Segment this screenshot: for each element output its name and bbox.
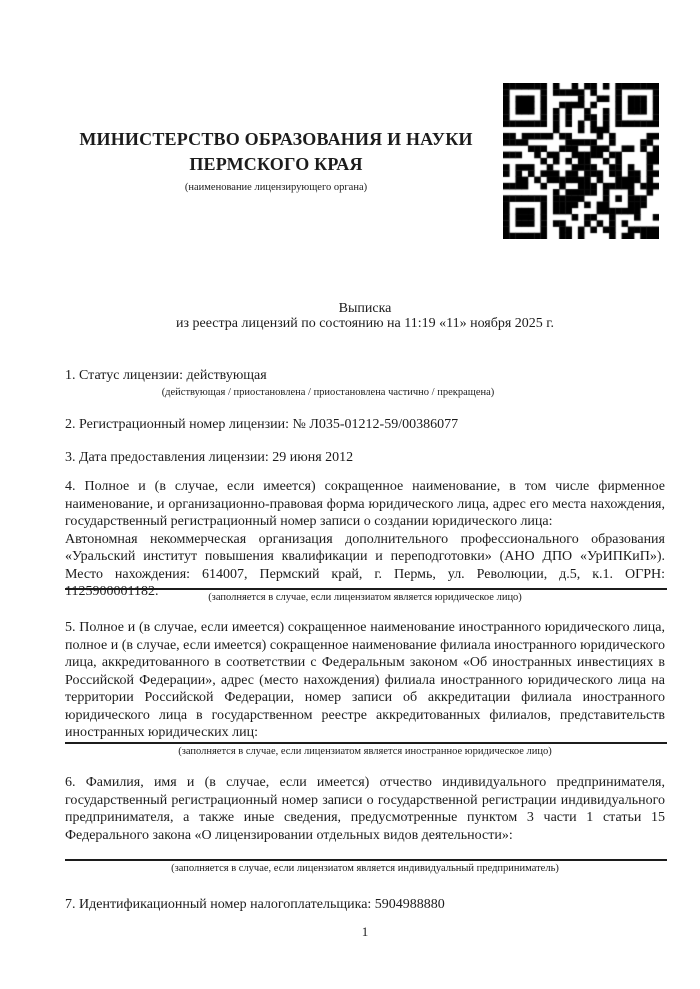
authority-caption: (наименование лицензирующего органа) xyxy=(184,182,368,193)
field-license-status-note: (действующая / приостановлена / приостановлена частично / прекращена) xyxy=(161,387,495,398)
field-individual-entrepreneur-label: 6. Фамилия, имя и (в случае, если имеется) отчество индивидуального предпринимателя, государственный регистрационный номер записи о государственной регистрации индивидуального предпринимателя, а также иные сведения, предусмотренные пунктом 3 части 1 статьи 15 Федерального закона «О лицензировании отдельных видов деятельности»: xyxy=(65,775,665,843)
qr-code-icon xyxy=(503,83,659,239)
authority-name xyxy=(65,127,487,177)
field-individual-entrepreneur xyxy=(65,774,665,844)
field-foreign-entity xyxy=(65,619,665,742)
field-legal-entity-note: (заполняется в случае, если лицензиатом является юридическое лицо) xyxy=(208,592,522,603)
document-title xyxy=(65,301,665,331)
document-title-line1: Выписка xyxy=(338,301,392,316)
field-license-status: 1. Статус лицензии: действующая xyxy=(65,368,267,383)
fill-in-line-legal-entity xyxy=(65,588,667,590)
field-license-grant-date: 3. Дата предоставления лицензии: 29 июня 2012 xyxy=(65,450,354,465)
fill-in-line-foreign-entity xyxy=(65,742,667,744)
field-registration-number: 2. Регистрационный номер лицензии: № Л035-01212-59/00386077 xyxy=(65,417,459,432)
document-title-line2: из реестра лицензий по состоянию на 11:19 «11» ноября 2025 г. xyxy=(176,316,554,331)
field-legal-entity-value: Автономная некоммерческая организация дополнительного профессионального образования «Уральский институт повышения квалификации и переподготовки» (АНО ДПО «УрИПКиП»). Место нахождения: 614007, Пермский край, г. Пермь, ул. Революции, д.5, к.1. ОГРН: 1125900001182. xyxy=(65,531,665,599)
page-number: 1 xyxy=(361,924,369,939)
field-legal-entity xyxy=(65,478,665,601)
fill-in-line-individual-entrepreneur xyxy=(65,859,667,861)
field-taxpayer-number: 7. Идентификационный номер налогоплательщика: 5904988880 xyxy=(65,897,445,912)
field-foreign-entity-note: (заполняется в случае, если лицензиатом является иностранное юридическое лицо) xyxy=(178,746,552,757)
field-individual-entrepreneur-note: (заполняется в случае, если лицензиатом является индивидуальный предприниматель) xyxy=(171,863,559,874)
authority-name-line2: ПЕРМСКОГО КРАЯ xyxy=(189,154,363,174)
field-foreign-entity-label: 5. Полное и (в случае, если имеется) сокращенное наименование иностранного юридического лица, полное и (в случае, если имеется) сокращенное наименование филиала иностранного юридического лица, аккредитованного в соответствии с Федеральным законом «Об иностранных инвестициях в Российской Федерации», адрес (место нахождения) филиала иностранного юридического лица на территории Российской Федерации, номер записи об аккредитации филиала иностранного юридического лица в государственном реестре аккредитованных филиалов, представительств иностранных юридических лиц: xyxy=(65,620,665,740)
field-legal-entity-label: 4. Полное и (в случае, если имеется) сокращенное наименование, в том числе фирменное наименование, и организационно-правовая форма юридического лица, адрес его места нахождения, государственный регистрационный номер записи о создании юридического лица: xyxy=(65,479,665,529)
licensing-authority-header xyxy=(65,127,487,194)
authority-name-line1: МИНИСТЕРСТВО ОБРАЗОВАНИЯ И НАУКИ xyxy=(79,129,473,149)
